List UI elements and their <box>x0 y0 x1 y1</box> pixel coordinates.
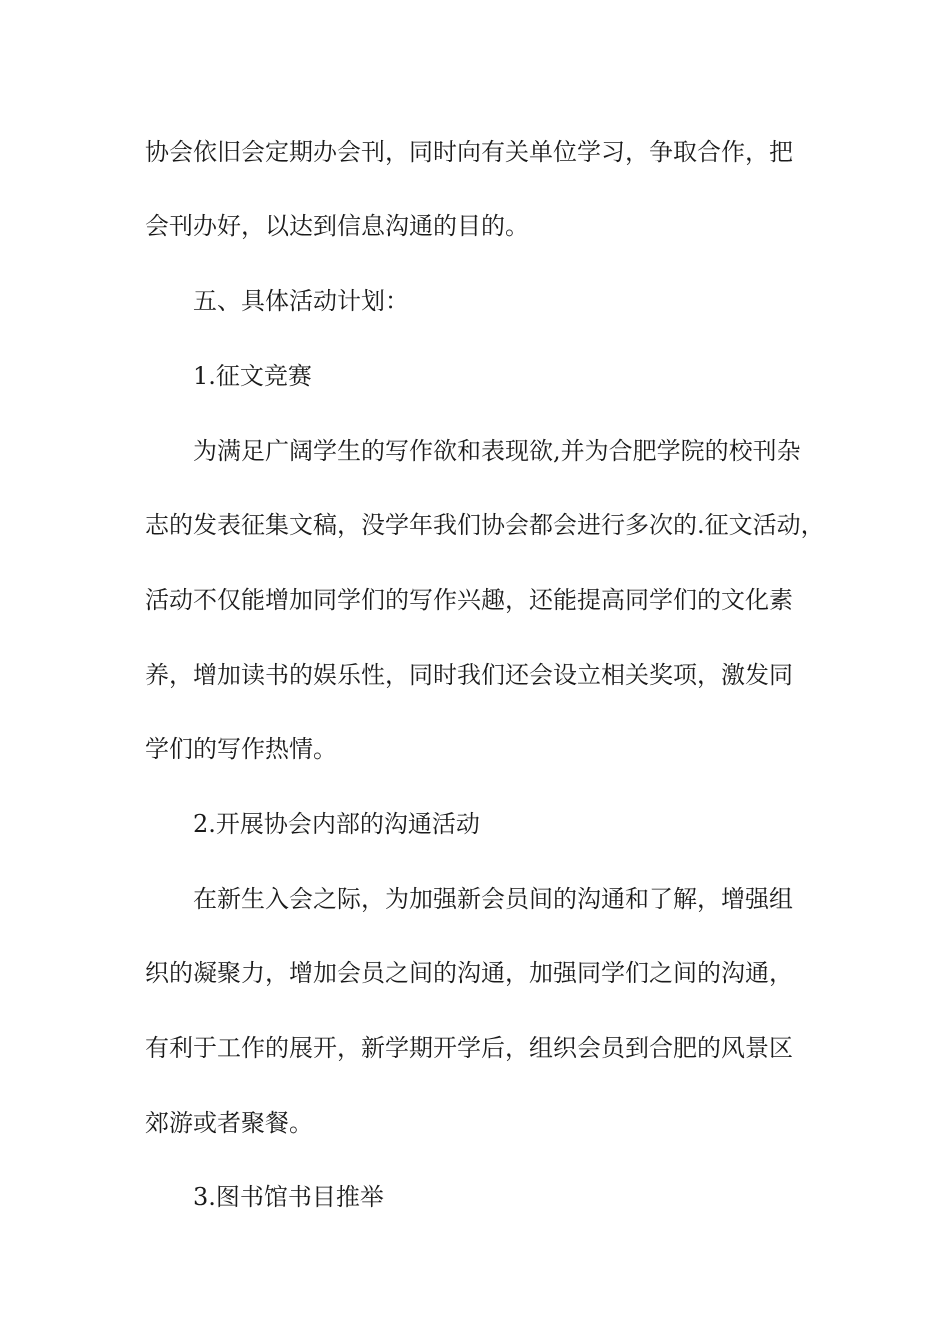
text-line: 养，增加读书的娱乐性，同时我们还会设立相关奖项，激发同 <box>145 661 793 689</box>
item-heading: 3.图书馆书目推举 <box>193 1183 384 1211</box>
section-heading: 五、具体活动计划： <box>193 287 409 315</box>
text-line: 为满足广阔学生的写作欲和表现欲,并为合肥学院的校刊杂 <box>193 437 801 465</box>
text-line: 学们的写作热情。 <box>145 735 337 763</box>
text-line: 郊游或者聚餐。 <box>145 1109 313 1137</box>
text-line: 有利于工作的展开，新学期开学后，组织会员到合肥的风景区 <box>145 1034 793 1062</box>
text-line: 活动不仅能增加同学们的写作兴趣，还能提高同学们的文化素 <box>145 586 793 614</box>
text-line: 协会依旧会定期办会刊，同时向有关单位学习，争取合作，把 <box>145 138 793 166</box>
item-heading: 2.开展协会内部的沟通活动 <box>193 810 480 838</box>
text-line: 织的凝聚力，增加会员之间的沟通，加强同学们之间的沟通， <box>145 959 793 987</box>
item-heading: 1.征文竞赛 <box>193 362 312 390</box>
text-line: 在新生入会之际，为加强新会员间的沟通和了解，增强组 <box>193 885 793 913</box>
text-line: 会刊办好，以达到信息沟通的目的。 <box>145 212 529 240</box>
text-line: 志的发表征集文稿，没学年我们协会都会进行多次的.征文活动， <box>145 511 825 539</box>
